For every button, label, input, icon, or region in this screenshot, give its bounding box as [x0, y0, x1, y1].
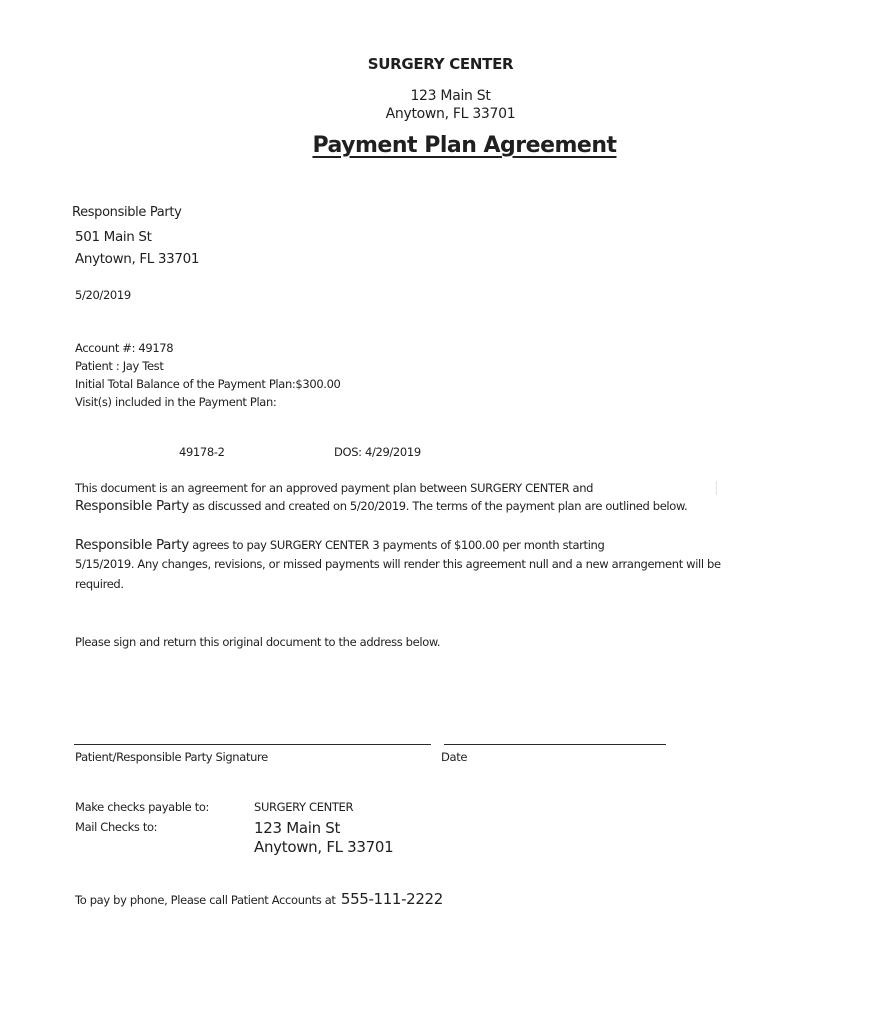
mail-address-line2: Anytown, FL 33701	[254, 838, 394, 856]
date-line[interactable]	[444, 744, 666, 745]
recipient-name: Responsible Party	[72, 205, 182, 220]
balance-value: $300.00	[295, 377, 341, 391]
phone-number: 555-111-2222	[340, 890, 443, 908]
phone-text: To pay by phone, Please call Patient Accounts at	[75, 893, 336, 907]
visit-dos: DOS: 4/29/2019	[334, 445, 421, 459]
org-address-line2: Anytown, FL 33701	[385, 106, 516, 122]
signature-label: Patient/Responsible Party Signature	[75, 750, 268, 764]
patient-name: Patient : Jay Test	[75, 359, 164, 373]
recipient-address-line2: Anytown, FL 33701	[75, 251, 200, 267]
text-cursor-mark	[716, 481, 717, 495]
balance-label: Initial Total Balance of the Payment Plan:	[75, 377, 296, 391]
paragraph2-line1-text: agrees to pay SURGERY CENTER 3 payments of $100.00 per month starting	[188, 538, 605, 552]
paragraph2-line3: required.	[75, 577, 124, 591]
party-name: Responsible Party	[75, 537, 189, 553]
org-name: SURGERY CENTER	[367, 55, 514, 73]
initial-balance	[75, 377, 341, 391]
payable-value: SURGERY CENTER	[254, 800, 354, 814]
signature-line[interactable]	[74, 744, 431, 745]
mail-label: Mail Checks to:	[75, 820, 158, 834]
paragraph1-line1: This document is an agreement for an approved payment plan between SURGERY CENTER and	[75, 481, 594, 495]
mail-address-line1: 123 Main St	[254, 819, 341, 837]
account-number: Account #: 49178	[75, 341, 174, 355]
org-address-line1: 123 Main St	[410, 88, 491, 104]
sign-instruction: Please sign and return this original document to the address below.	[75, 635, 441, 649]
visits-label: Visit(s) included in the Payment Plan:	[75, 395, 277, 409]
phone-line	[75, 890, 443, 908]
date-label: Date	[441, 750, 468, 764]
letter-date: 5/20/2019	[75, 288, 131, 302]
recipient-address-line1: 501 Main St	[75, 229, 152, 245]
page-title: Payment Plan Agreement	[312, 133, 617, 158]
paragraph1-line2-text: as discussed and created on 5/20/2019. The terms of the payment plan are outlined below.	[188, 499, 688, 513]
visit-id: 49178-2	[179, 445, 225, 459]
paragraph2-line1	[75, 537, 604, 553]
paragraph2-line2: 5/15/2019. Any changes, revisions, or missed payments will render this agreement null and a new arrangement will be	[75, 557, 721, 571]
paragraph1-line2	[75, 498, 687, 514]
party-name: Responsible Party	[75, 498, 189, 514]
payable-label: Make checks payable to:	[75, 800, 210, 814]
